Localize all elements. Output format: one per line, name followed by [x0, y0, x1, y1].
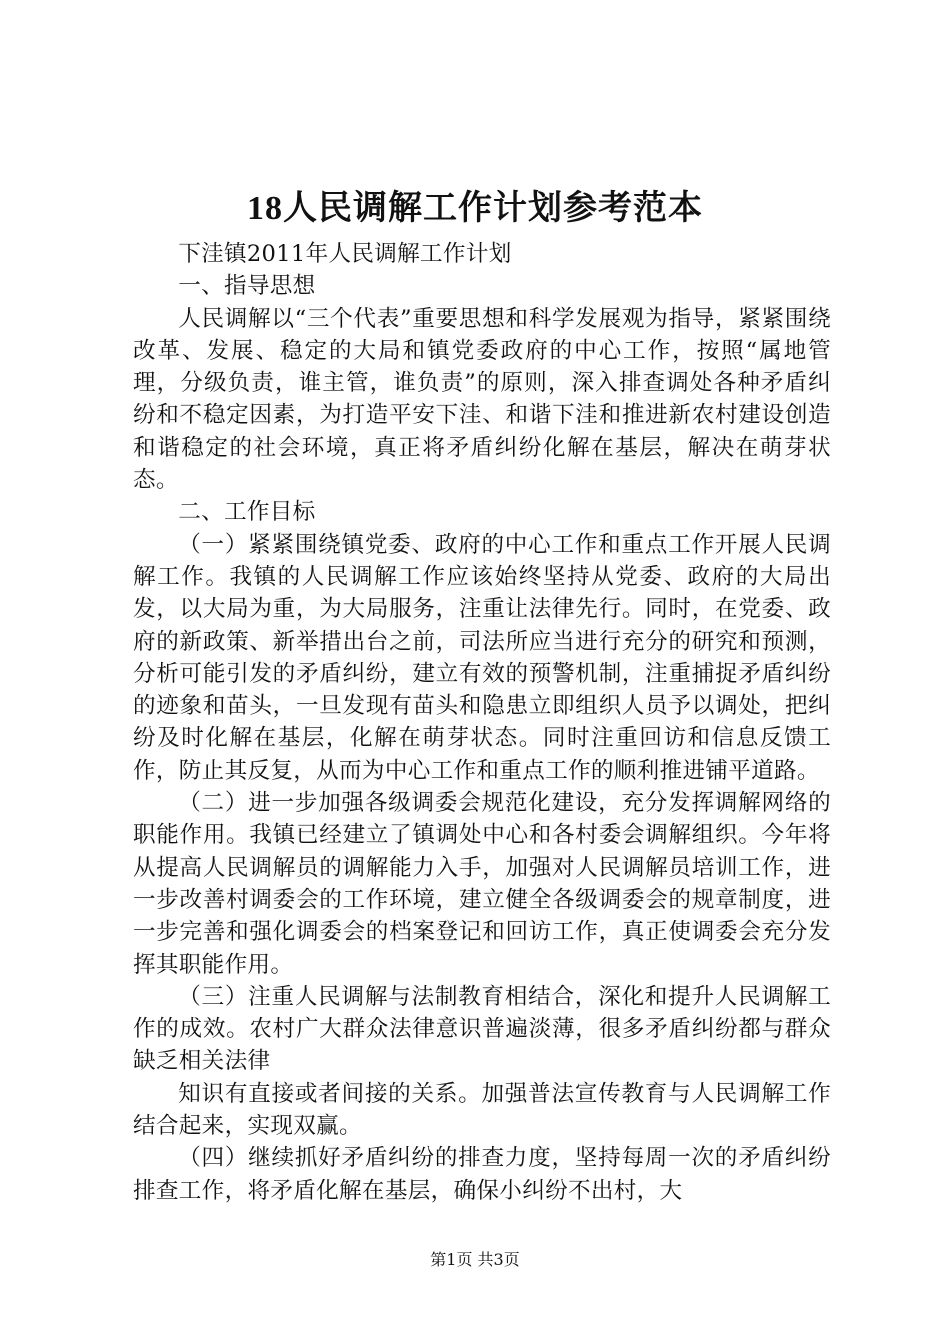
section-heading-work-goals: 二、工作目标	[178, 499, 316, 526]
plan-heading: 下洼镇2011年人民调解工作计划	[178, 241, 512, 267]
paragraph-goal-3-continued: 知识有直接或者间接的关系。加强普法宣传教育与人民调解工作结合起来，实现双赢。	[133, 1080, 831, 1140]
page-number: 第1页 共3页	[430, 1250, 520, 1269]
document-title: 18人民调解工作计划参考范本	[247, 190, 703, 227]
paragraph-goal-1: （一）紧紧围绕镇党委、政府的中心工作和重点工作开展人民调解工作。我镇的人民调解工作应该始终坚持从党委、政府的大局出发，以大局为重，为大局服务，注重让法律先行。同时，在党委、政府的新政策、新举措出台之前，司法所应当进行充分的研究和预测，分析可能引发的矛盾纠纷，建立有效的预警机制，注重捕捉矛盾纠纷的迹象和苗头，一旦发现有苗头和隐患立即组织人员予以调处，把纠纷及时化解在基层，化解在萌芽状态。同时注重回访和信息反馈工作，防止其反复，从而为中心工作和重点工作的顺利推进铺平道路。	[133, 531, 831, 784]
paragraph-guiding-thought: 人民调解以“三个代表”重要思想和科学发展观为指导，紧紧围绕改革、发展、稳定的大局和镇党委政府的中心工作，按照“属地管理，分级负责，谁主管，谁负责”的原则，深入排查调处各种矛盾纠纷和不稳定因素，为打造平安下洼、和谐下洼和推进新农村建设创造和谐稳定的社会环境，真正将矛盾纠纷化解在基层，解决在萌芽状态。	[133, 305, 831, 494]
section-heading-guiding-thought: 一、指导思想	[178, 273, 316, 300]
paragraph-goal-2: （二）进一步加强各级调委会规范化建设，充分发挥调解网络的职能作用。我镇已经建立了镇调处中心和各村委会调解组织。今年将从提高人民调解员的调解能力入手，加强对人民调解员培训工作，进一步改善村调委会的工作环境，建立健全各级调委会的规章制度，进一步完善和强化调委会的档案登记和回访工作，真正使调委会充分发挥其职能作用。	[133, 790, 831, 978]
paragraph-goal-3: （三）注重人民调解与法制教育相结合，深化和提升人民调解工作的成效。农村广大群众法律意识普遍淡薄，很多矛盾纠纷都与群众缺乏相关法律	[133, 983, 831, 1075]
document-body	[133, 238, 831, 1207]
paragraph-goal-4: （四）继续抓好矛盾纠纷的排查力度，坚持每周一次的矛盾纠纷排查工作，将矛盾化解在基层，确保小纠纷不出村，大	[133, 1145, 831, 1204]
